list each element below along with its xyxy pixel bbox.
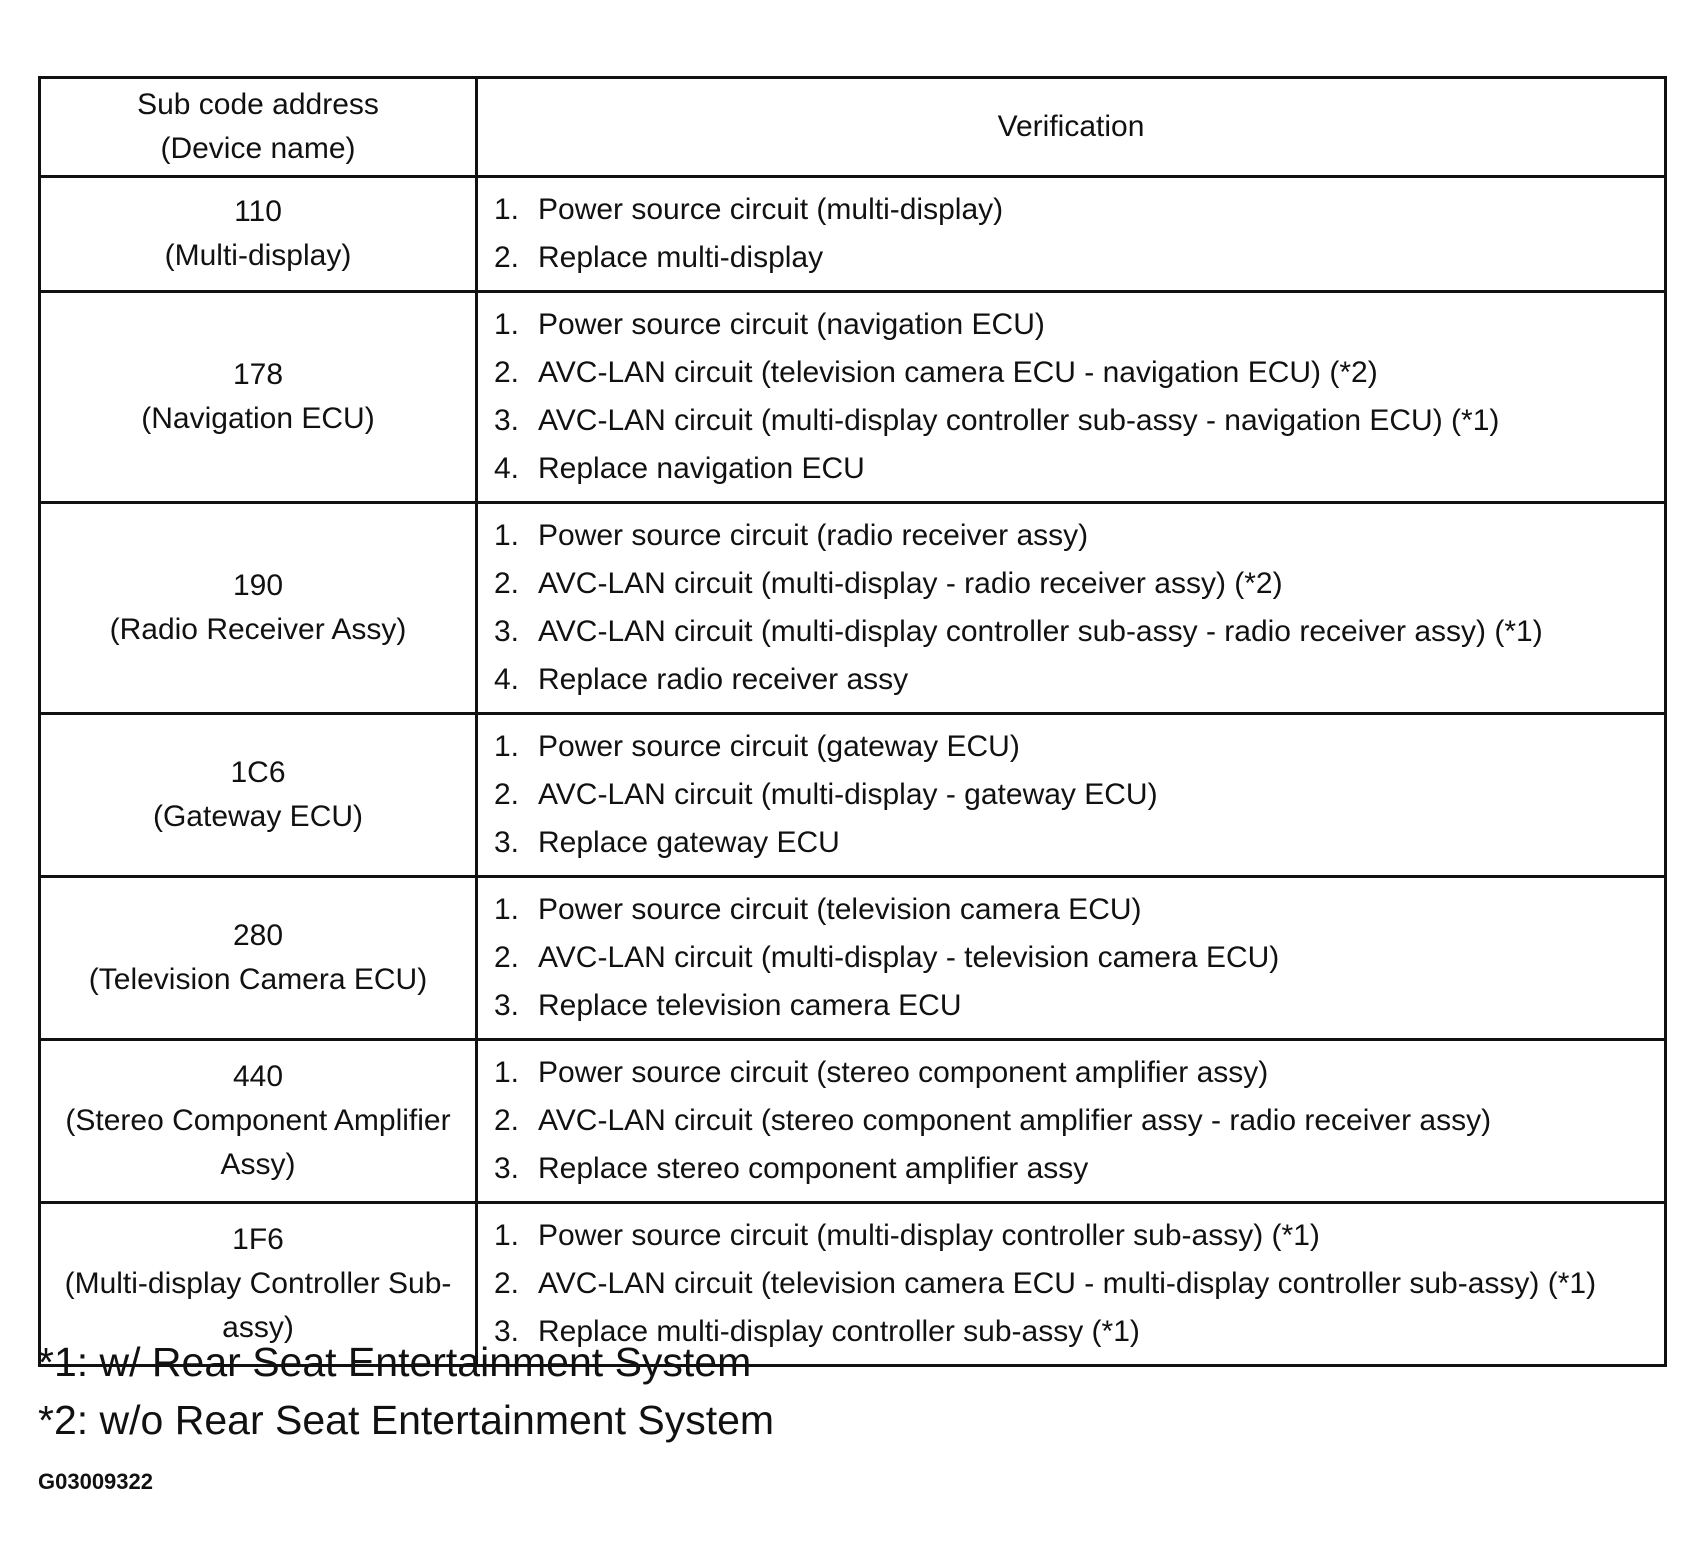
sub-code-address-cell [40, 292, 477, 503]
step-number: 1. [494, 730, 520, 763]
step-text: Power source circuit (multi-display) [538, 193, 1004, 226]
step-text: AVC-LAN circuit (multi-display controller sub-assy - radio receiver assy) (*1) [538, 615, 1543, 648]
sub-code-address-cell [40, 1040, 477, 1203]
step-text: AVC-LAN circuit (multi-display - radio receiver assy) (*2) [538, 567, 1283, 600]
step-number: 1. [494, 1219, 520, 1252]
verification-steps [494, 301, 1664, 493]
step-text: AVC-LAN circuit (multi-display - gateway ECU) [538, 778, 1158, 811]
step-number: 4. [494, 663, 520, 696]
step-number: 1. [494, 893, 520, 926]
verification-step [494, 1212, 1664, 1260]
step-number: 1. [494, 308, 520, 341]
verification-step [494, 723, 1664, 771]
verification-step [494, 656, 1664, 704]
verification-step [494, 982, 1664, 1030]
sub-code: 280 [232, 919, 284, 952]
step-number: 2. [494, 1267, 520, 1300]
device-name: (Stereo Component Amplifier Assy) [65, 1104, 451, 1181]
verification-steps [494, 723, 1664, 867]
verification-cell [477, 877, 1666, 1040]
step-text: Power source circuit (gateway ECU) [538, 730, 1020, 763]
table-row [40, 503, 1666, 714]
verification-cell [477, 503, 1666, 714]
step-number: 3. [494, 1152, 520, 1185]
step-number: 2. [494, 778, 520, 811]
step-number: 2. [494, 567, 520, 600]
step-text: Replace gateway ECU [538, 826, 840, 859]
step-text: AVC-LAN circuit (multi-display controller sub-assy - navigation ECU) (*1) [538, 404, 1500, 437]
verification-table [38, 76, 1667, 1367]
verification-cell [477, 292, 1666, 503]
verification-step [494, 560, 1664, 608]
step-text: Replace navigation ECU [538, 452, 865, 485]
step-number: 1. [494, 519, 520, 552]
table-body [40, 177, 1666, 1366]
sub-code-address-cell [40, 177, 477, 292]
step-number: 4. [494, 452, 520, 485]
verification-step [494, 397, 1664, 445]
step-text: Replace multi-display controller sub-assy (*1) [538, 1315, 1140, 1348]
device-name: (Television Camera ECU) [88, 963, 428, 996]
table-row [40, 177, 1666, 292]
step-number: 3. [494, 989, 520, 1022]
step-text: Replace multi-display [538, 241, 824, 274]
verification-step [494, 186, 1664, 234]
table-row [40, 877, 1666, 1040]
step-text: AVC-LAN circuit (television camera ECU - navigation ECU) (*2) [538, 356, 1378, 389]
step-number: 3. [494, 615, 520, 648]
sub-code: 190 [232, 569, 284, 602]
table-row [40, 292, 1666, 503]
sub-code-address-cell [40, 877, 477, 1040]
verification-cell [477, 177, 1666, 292]
step-text: Power source circuit (stereo component amplifier assy) [538, 1056, 1269, 1089]
device-name: (Gateway ECU) [152, 800, 364, 833]
verification-step [494, 512, 1664, 560]
step-text: Power source circuit (multi-display controller sub-assy) (*1) [538, 1219, 1320, 1252]
step-text: Replace stereo component amplifier assy [538, 1152, 1089, 1185]
step-number: 2. [494, 1104, 520, 1137]
step-text: Power source circuit (television camera ECU) [538, 893, 1142, 926]
sub-code: 440 [232, 1060, 284, 1093]
step-number: 3. [494, 826, 520, 859]
sub-code: 110 [234, 195, 282, 228]
device-name: (Multi-display Controller Sub-assy) [64, 1267, 452, 1344]
device-name: (Multi-display) [164, 239, 352, 272]
header-verification: Verification [477, 78, 1666, 177]
footnote-2: *2: w/o Rear Seat Entertainment System [38, 1397, 775, 1443]
table-row [40, 1040, 1666, 1203]
step-text: AVC-LAN circuit (multi-display - television camera ECU) [538, 941, 1280, 974]
table-header-row [40, 78, 1666, 177]
device-name: (Navigation ECU) [141, 402, 375, 435]
sub-code-address-cell [40, 503, 477, 714]
verification-cell [477, 1040, 1666, 1203]
verification-step [494, 771, 1664, 819]
verification-steps [494, 886, 1664, 1030]
verification-step [494, 1260, 1664, 1308]
figure-id: G03009322 [38, 1469, 153, 1494]
step-number: 2. [494, 356, 520, 389]
step-number: 1. [494, 193, 520, 226]
step-text: Power source circuit (navigation ECU) [538, 308, 1045, 341]
step-number: 2. [494, 241, 520, 274]
verification-step [494, 886, 1664, 934]
header-col1-line2: (Device name) [160, 132, 356, 165]
verification-step [494, 301, 1664, 349]
step-number: 2. [494, 941, 520, 974]
step-number: 1. [494, 1056, 520, 1089]
verification-step [494, 1145, 1664, 1193]
sub-code: 1F6 [232, 1223, 284, 1256]
step-number: 3. [494, 1315, 520, 1348]
verification-step [494, 349, 1664, 397]
verification-steps [494, 186, 1664, 282]
verification-step [494, 1097, 1664, 1145]
header-sub-code-address [40, 78, 477, 177]
verification-step [494, 445, 1664, 493]
verification-steps [494, 512, 1664, 704]
verification-step [494, 234, 1664, 282]
verification-cell [477, 714, 1666, 877]
step-text: Replace radio receiver assy [538, 663, 909, 696]
device-name: (Radio Receiver Assy) [109, 613, 407, 646]
step-text: Power source circuit (radio receiver assy) [538, 519, 1089, 552]
sub-code-address-cell [40, 714, 477, 877]
step-text: AVC-LAN circuit (stereo component amplifier assy - radio receiver assy) [538, 1104, 1492, 1137]
sub-code: 178 [232, 358, 284, 391]
verification-step [494, 934, 1664, 982]
verification-step [494, 1049, 1664, 1097]
step-text: Replace television camera ECU [538, 989, 962, 1022]
verification-steps [494, 1212, 1664, 1356]
verification-step [494, 819, 1664, 867]
footnote-1: *1: w/ Rear Seat Entertainment System [38, 1339, 752, 1385]
table-row [40, 714, 1666, 877]
header-col1-line1: Sub code address [137, 88, 379, 121]
step-number: 3. [494, 404, 520, 437]
sub-code: 1C6 [230, 756, 286, 789]
verification-steps [494, 1049, 1664, 1193]
step-text: AVC-LAN circuit (television camera ECU - multi-display controller sub-assy) (*1) [538, 1267, 1597, 1300]
verification-step [494, 608, 1664, 656]
